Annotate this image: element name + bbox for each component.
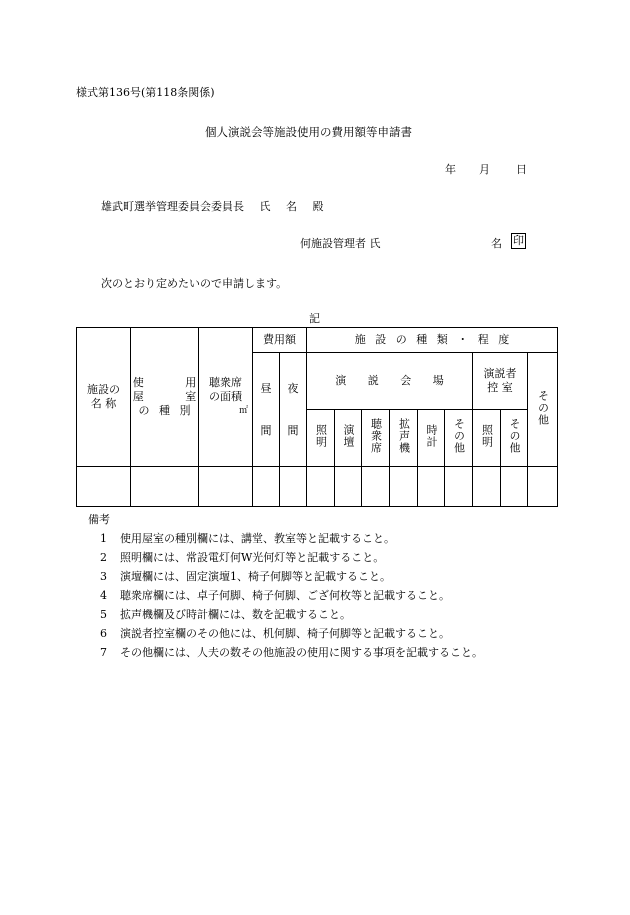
venue-header: 演 説 会 場 (307, 353, 473, 410)
cost-header: 費用額 (253, 328, 307, 353)
entry-cell[interactable] (501, 467, 528, 507)
note-item: 6 演説者控室欄のその他には、机何脚、椅子何脚等と記載すること。 (100, 627, 450, 640)
date-day: 日 (516, 163, 527, 176)
other-header: その他 (528, 353, 558, 467)
waiting-other-header: その他 (501, 410, 528, 467)
entry-cell[interactable] (528, 467, 558, 507)
date-year: 年 (445, 163, 456, 176)
note-item: 5 拡声機欄及び時計欄には、数を記載すること。 (100, 608, 351, 621)
form-number: 様式第136号(第118条関係) (76, 86, 215, 99)
entry-cell[interactable] (280, 467, 307, 507)
entry-row (77, 467, 558, 507)
entry-cell[interactable] (253, 467, 280, 507)
note-item: 7 その他欄には、人夫の数その他施設の使用に関する事項を記載すること。 (100, 646, 483, 659)
facility-table (76, 327, 558, 507)
venue-loudspeaker-header: 拡声機 (390, 410, 418, 467)
ki-label: 記 (309, 312, 320, 325)
note-item: 2 照明欄には、常設電灯何W光何灯等と記載すること。 (100, 551, 385, 564)
waiting-lighting-header: 照明 (473, 410, 501, 467)
entry-cell[interactable] (131, 467, 199, 507)
day-header: 昼 間 (253, 353, 280, 467)
venue-podium-header: 演壇 (335, 410, 362, 467)
venue-other-header: その他 (445, 410, 473, 467)
entry-cell[interactable] (445, 467, 473, 507)
venue-clock-header: 時計 (418, 410, 445, 467)
applicant-label: 何施設管理者 氏 (300, 237, 381, 250)
seal-mark (511, 233, 526, 249)
entry-cell[interactable] (362, 467, 390, 507)
facility-name-header: 施設の 名 称 (77, 328, 131, 467)
entry-cell[interactable] (335, 467, 362, 507)
intro-text: 次のとおり定めたいので申請します。 (101, 277, 288, 290)
notes-header: 備考 (88, 513, 110, 526)
note-item: 1 使用屋室の種別欄には、講堂、教室等と記載すること。 (100, 532, 395, 545)
entry-cell[interactable] (307, 467, 335, 507)
entry-cell[interactable] (199, 467, 253, 507)
audience-area-header: 聴衆席 の面積 ㎡ (199, 328, 253, 467)
entry-cell[interactable] (390, 467, 418, 507)
entry-cell[interactable] (473, 467, 501, 507)
facility-type-header: 施 設 の 種 類 ・ 程 度 (307, 328, 558, 353)
entry-cell[interactable] (418, 467, 445, 507)
date-month: 月 (479, 163, 490, 176)
waiting-room-header: 演説者 控 室 (473, 353, 528, 410)
seal-label: 印 (513, 234, 524, 247)
night-header: 夜 間 (280, 353, 307, 467)
venue-lighting-header: 照明 (307, 410, 335, 467)
note-item: 3 演壇欄には、固定演壇1、椅子何脚等と記載すること。 (100, 570, 391, 583)
entry-cell[interactable] (77, 467, 131, 507)
room-type-header: 使 用 屋 室 の 種 別 (131, 328, 199, 467)
venue-seats-header: 聴衆席 (362, 410, 390, 467)
document-title: 個人演説会等施設使用の費用額等申請書 (205, 125, 412, 139)
applicant-name-label: 名 (491, 237, 502, 250)
note-item: 4 聴衆席欄には、卓子何脚、椅子何脚、ござ何枚等と記載すること。 (100, 589, 450, 602)
addressee: 雄武町選挙管理委員会委員長 氏 名 殿 (101, 200, 324, 213)
